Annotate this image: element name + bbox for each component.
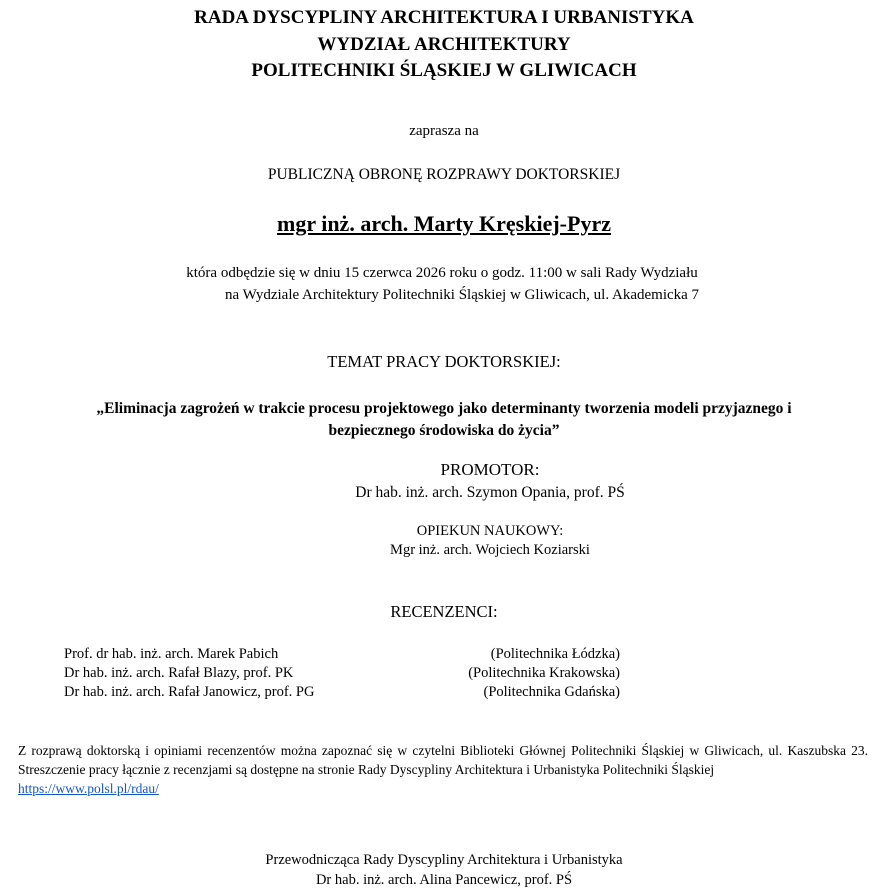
invites-text: zaprasza na bbox=[409, 123, 479, 139]
reviewer-institution: (Politechnika Krakowska) bbox=[468, 665, 620, 681]
info-text: Z rozprawą doktorską i opiniami recenzentów można zapoznać się w czytelni Biblioteki Głównej Politechniki Śląskiej w Gliwicach, ul. Kaszubska 23. Streszczenie pracy łącznie z recenzjami są dostępne na stronie Rady Dyscypliny Architektura i Urbanistyka Politechniki Śląskiej bbox=[18, 743, 868, 777]
reviewer-row bbox=[64, 645, 620, 663]
promotor-name: Dr hab. inż. arch. Szymon Opania, prof. PŚ bbox=[355, 484, 625, 501]
rdau-link[interactable]: https://www.polsl.pl/rdau/ bbox=[18, 781, 159, 796]
defense-details-line1: która odbędzie się w dniu 15 czerwca 2026 roku o godz. 11:00 w sali Rady Wydziału bbox=[186, 265, 698, 281]
reviewers-label: RECENZENCI: bbox=[390, 602, 498, 621]
header-university: POLITECHNIKI ŚLĄSKIEJ W GLIWICACH bbox=[251, 60, 637, 81]
topic-title-line2: bezpiecznego środowiska do życia” bbox=[328, 422, 560, 439]
signature-name: Dr hab. inż. arch. Alina Pancewicz, prof. PŚ bbox=[315, 872, 573, 888]
reviewer-institution: (Politechnika Łódzka) bbox=[490, 646, 620, 662]
candidate-name: mgr inż. arch. Marty Kręskiej-Pyrz bbox=[277, 211, 611, 236]
reviewer-row bbox=[64, 683, 620, 701]
reviewer-row bbox=[64, 664, 620, 682]
promotor-label: PROMOTOR: bbox=[440, 460, 540, 479]
reviewer-institution: (Politechnika Gdańska) bbox=[483, 684, 620, 700]
signature-title: Przewodnicząca Rady Dyscypliny Architektura i Urbanistyka bbox=[265, 852, 623, 868]
defense-title: PUBLICZNĄ OBRONĘ ROZPRAWY DOKTORSKIEJ bbox=[267, 166, 621, 183]
advisor-label: OPIEKUN NAUKOWY: bbox=[416, 523, 564, 539]
header-faculty: WYDZIAŁ ARCHITEKTURY bbox=[317, 34, 571, 55]
reviewer-name: Dr hab. inż. arch. Rafał Blazy, prof. PK bbox=[64, 665, 294, 681]
reviewer-name: Prof. dr hab. inż. arch. Marek Pabich bbox=[64, 646, 279, 662]
advisor-name: Mgr inż. arch. Wojciech Koziarski bbox=[390, 542, 590, 558]
info-paragraph bbox=[18, 741, 868, 798]
header-council: RADA DYSCYPLINY ARCHITEKTURA I URBANISTYKA bbox=[194, 7, 694, 28]
topic-title-line1: „Eliminacja zagrożeń w trakcie procesu projektowego jako determinanty tworzenia modeli przyjaznego i bbox=[96, 400, 792, 417]
reviewer-name: Dr hab. inż. arch. Rafał Janowicz, prof. PG bbox=[64, 684, 315, 700]
topic-label: TEMAT PRACY DOKTORSKIEJ: bbox=[327, 352, 561, 371]
defense-details-line2: na Wydziale Architektury Politechniki Śląskiej w Gliwicach, ul. Akademicka 7 bbox=[224, 287, 700, 303]
